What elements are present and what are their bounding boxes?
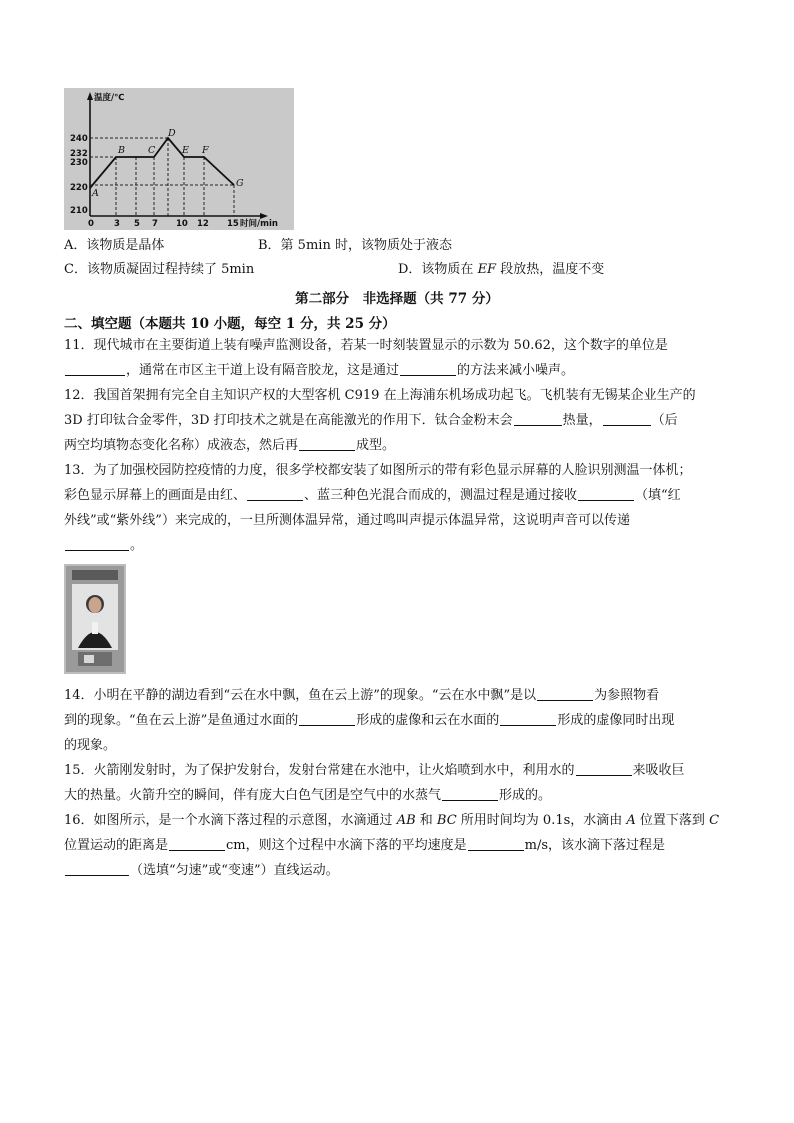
answer-blank[interactable]	[442, 786, 498, 801]
y-tick-240: 240	[70, 134, 88, 144]
x-tick-5: 5	[134, 219, 140, 229]
answer-blank[interactable]	[500, 711, 556, 726]
answer-blank[interactable]	[65, 861, 129, 876]
temperature-curve	[90, 138, 234, 188]
answer-blank[interactable]	[65, 536, 129, 551]
x-axis-label: 时间/min	[240, 219, 278, 229]
option-a: A．该物质是晶体	[64, 238, 165, 253]
y-axis-label: 温度/℃	[94, 93, 125, 103]
question-15: 15．火箭刚发射时，为了保护发射台，发射台常建在水池中，让火焰喷到水中，利用水的 来吸收巨 大的热量。火箭升空的瞬间，伴有庞大白色气团是空气中的水蒸气 形成的。	[64, 763, 685, 803]
answer-blank[interactable]	[578, 486, 634, 501]
question-11: 11．现代城市在主要街道上装有噪声监测设备，若某一时刻装置显示的示数为 50.62，这个数字的单位是 ，通常在市区主干道上设有隔音胶龙，这是通过 的方法来减小噪声。	[64, 338, 668, 378]
point-label-g: G	[236, 178, 244, 189]
x-tick-0: 0	[88, 219, 94, 229]
option-d: D．该物质在 EF 段放热，温度不变	[398, 262, 605, 277]
x-tick-10: 10	[176, 219, 188, 229]
part-two-title: 第二部分 非选择题（共 77 分）	[295, 291, 499, 307]
point-label-d: D	[168, 128, 176, 139]
question-16: 16．如图所示，是一个水滴下落过程的示意图，水滴通过 AB 和 BC 所用时间均为 0.1s，水滴由 A 位置下落到 C 位置运动的距离是 cm，则这个过程中水滴下落的平均速度是 m/s，该水滴下落过程是 （选填“匀速”或“变速”）直线运动。	[64, 813, 720, 878]
answer-blank[interactable]	[400, 361, 456, 376]
dashed-guides	[90, 138, 234, 216]
answer-blank[interactable]	[247, 486, 303, 501]
answer-blank[interactable]	[603, 411, 651, 426]
y-tick-232: 232	[70, 149, 88, 159]
answer-blank[interactable]	[299, 436, 355, 451]
answer-blank[interactable]	[514, 411, 562, 426]
point-label-f: F	[202, 145, 209, 156]
answer-blank[interactable]	[576, 761, 632, 776]
x-tick-15: 15	[227, 219, 239, 229]
face-recognition-device-photo	[64, 564, 126, 674]
x-tick-3: 3	[114, 219, 120, 229]
point-label-b: B	[118, 145, 125, 156]
question-13: 13．为了加强校园防控疫情的力度，很多学校都安装了如图所示的带有彩色显示屏幕的人脸识别测温一体机； 彩色显示屏幕上的画面是由红、 、蓝三种色光混合而成的，测温过程是通过接收 （填“红 外线”或“紫外线”）来完成的，一旦所测体温异常，通过鸣叫声提示体温异常，这说明声音可以传递 。	[64, 463, 692, 553]
option-c: C．该物质凝固过程持续了 5min	[64, 262, 255, 277]
graph-svg	[64, 88, 294, 230]
y-tick-220: 220	[70, 183, 88, 193]
x-tick-7: 7	[152, 219, 158, 229]
y-tick-210: 210	[70, 206, 88, 216]
fill-in-section-title: 二、填空题（本题共 10 小题，每空 1 分，共 25 分）	[64, 316, 396, 332]
option-b: B．第 5min 时，该物质处于液态	[258, 238, 452, 253]
point-label-a: A	[92, 188, 99, 199]
point-label-c: C	[148, 145, 156, 156]
y-tick-230: 230	[70, 158, 88, 168]
x-tick-12: 12	[197, 219, 209, 229]
answer-blank[interactable]	[468, 836, 524, 851]
point-label-e: E	[182, 145, 189, 156]
question-12: 12．我国首架拥有完全自主知识产权的大型客机 C919 在上海浦东机场成功起飞。飞机装有无锡某企业生产的 3D 打印钛合金零件，3D 打印技术之就是在高能激光的作用下．钛合金粉末会 热量， （后 两空均填物态变化名称）成液态，然后再 成型。	[64, 388, 696, 453]
question-14: 14．小明在平静的湖边看到“云在水中飘，鱼在云上游”的现象。“云在水中飘”是以 为参照物看 到的现象。“鱼在云上游”是鱼通过水面的 形成的虚像和云在水面的 形成的虚像同时出现 的现象。	[64, 688, 675, 753]
answer-blank[interactable]	[537, 686, 593, 701]
y-axis-arrow	[87, 92, 93, 100]
device-image	[64, 564, 126, 674]
temperature-time-graph	[64, 88, 294, 230]
answer-blank[interactable]	[299, 711, 355, 726]
answer-blank[interactable]	[169, 836, 225, 851]
answer-blank[interactable]	[65, 361, 125, 376]
